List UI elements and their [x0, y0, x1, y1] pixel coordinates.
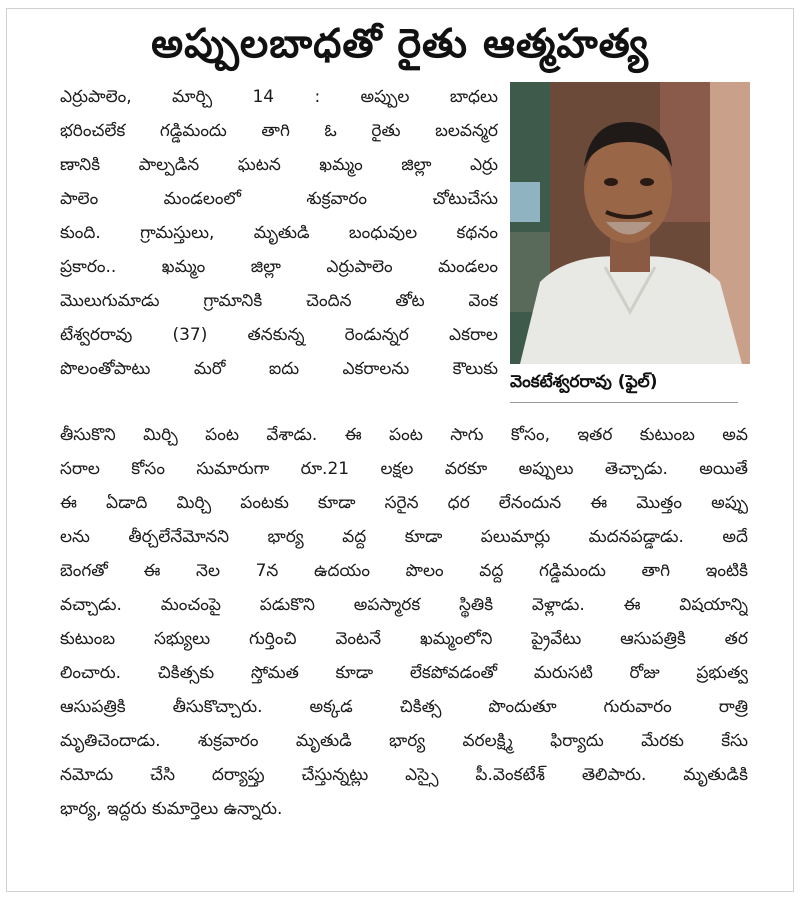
portrait-image: [510, 82, 750, 364]
body-line: బెంగతో ఈ నెల 7న ఉదయం పొలం వద్ద గడ్డిమందు తాగి ఇంటికి: [60, 561, 748, 581]
body-line: భార్య, ఇద్దరు కుమార్తెలు ఉన్నారు.: [60, 799, 283, 819]
body-line: ప్రకారం.. ఖమ్మం జిల్లా ఎర్రుపాలెం మండలం: [60, 257, 498, 277]
body-line: మృతిచెందాడు. శుక్రవారం మృతుడి భార్య వరలక్ష్మి ఫిర్యాదు మేరకు కేసు: [60, 731, 748, 751]
body-line: ణానికి పాల్పడిన ఘటన ఖమ్మం జిల్లా ఎర్రు: [60, 155, 498, 175]
body-line: నమోదు చేసి దర్యాప్తు చేస్తున్నట్లు ఎస్సై పీ.వెంకటేశ్ తెలిపారు. మృతుడికి: [60, 765, 748, 785]
body-line: పాలెం మండలంలో శుక్రవారం చోటుచేసు: [60, 189, 498, 209]
body-line: లించారు. చికిత్సకు స్తోమత కూడా లేకపోవడంతో మరుసటి రోజు ప్రభుత్వ: [60, 663, 748, 683]
body-line: ఈ ఏడాది మిర్చి పంటకు కూడా సరైన ధర లేనందున ఈ మొత్తం అప్పు: [60, 493, 748, 513]
body-line: పొలంతోపాటు మరో ఐదు ఎకరాలను కౌలుకు: [60, 359, 498, 379]
caption-divider: [510, 402, 738, 403]
photo-caption: వెంకటేశ్వరరావు (ఫైల్): [510, 372, 658, 392]
body-line: సరాల కోసం సుమారుగా రూ.21 లక్షల వరకూ అప్పులు తెచ్చాడు. అయితే: [60, 459, 748, 479]
body-line: లను తీర్చలేనేమోనని భార్య వద్ద కూడా పలుమార్లు మదనపడ్డాడు. అదే: [60, 527, 748, 547]
body-line: కుటుంబ సభ్యులు గుర్తించి వెంటనే ఖమ్మంలోని ప్రైవేటు ఆసుపత్రికి తర: [60, 629, 748, 649]
body-line: ఎర్రుపాలెం, మార్చి 14 : అప్పుల బాధలు: [60, 87, 498, 107]
body-line: కుంది. గ్రామస్తులు, మృతుడి బంధువుల కథనం: [60, 223, 498, 243]
article-headline: అప్పులబాధతో రైతు ఆత్మహత్య: [151, 21, 649, 67]
body-line: ఆసుపత్రికి తీసుకొచ్చారు. అక్కడ చికిత్స పొందుతూ గురువారం రాత్రి: [60, 697, 748, 717]
portrait-photo: [510, 82, 750, 364]
body-line: వచ్చాడు. మంచంపై పడుకొని అపస్మారక స్థితికి వెళ్లాడు. ఈ విషయాన్ని: [60, 595, 748, 615]
body-line: తీసుకొని మిర్చి పంట వేశాడు. ఈ పంట సాగు కోసం, ఇతర కుటుంబ అవ: [60, 425, 748, 445]
body-line: భరించలేక గడ్డిమందు తాగి ఓ రైతు బలవన్మర: [60, 121, 498, 141]
body-line: టేశ్వరరావు (37) తనకున్న రెండున్నర ఎకరాల: [60, 325, 498, 345]
body-line: మొలుగుమాడు గ్రామానికి చెందిన తోట వెంక: [60, 291, 498, 311]
